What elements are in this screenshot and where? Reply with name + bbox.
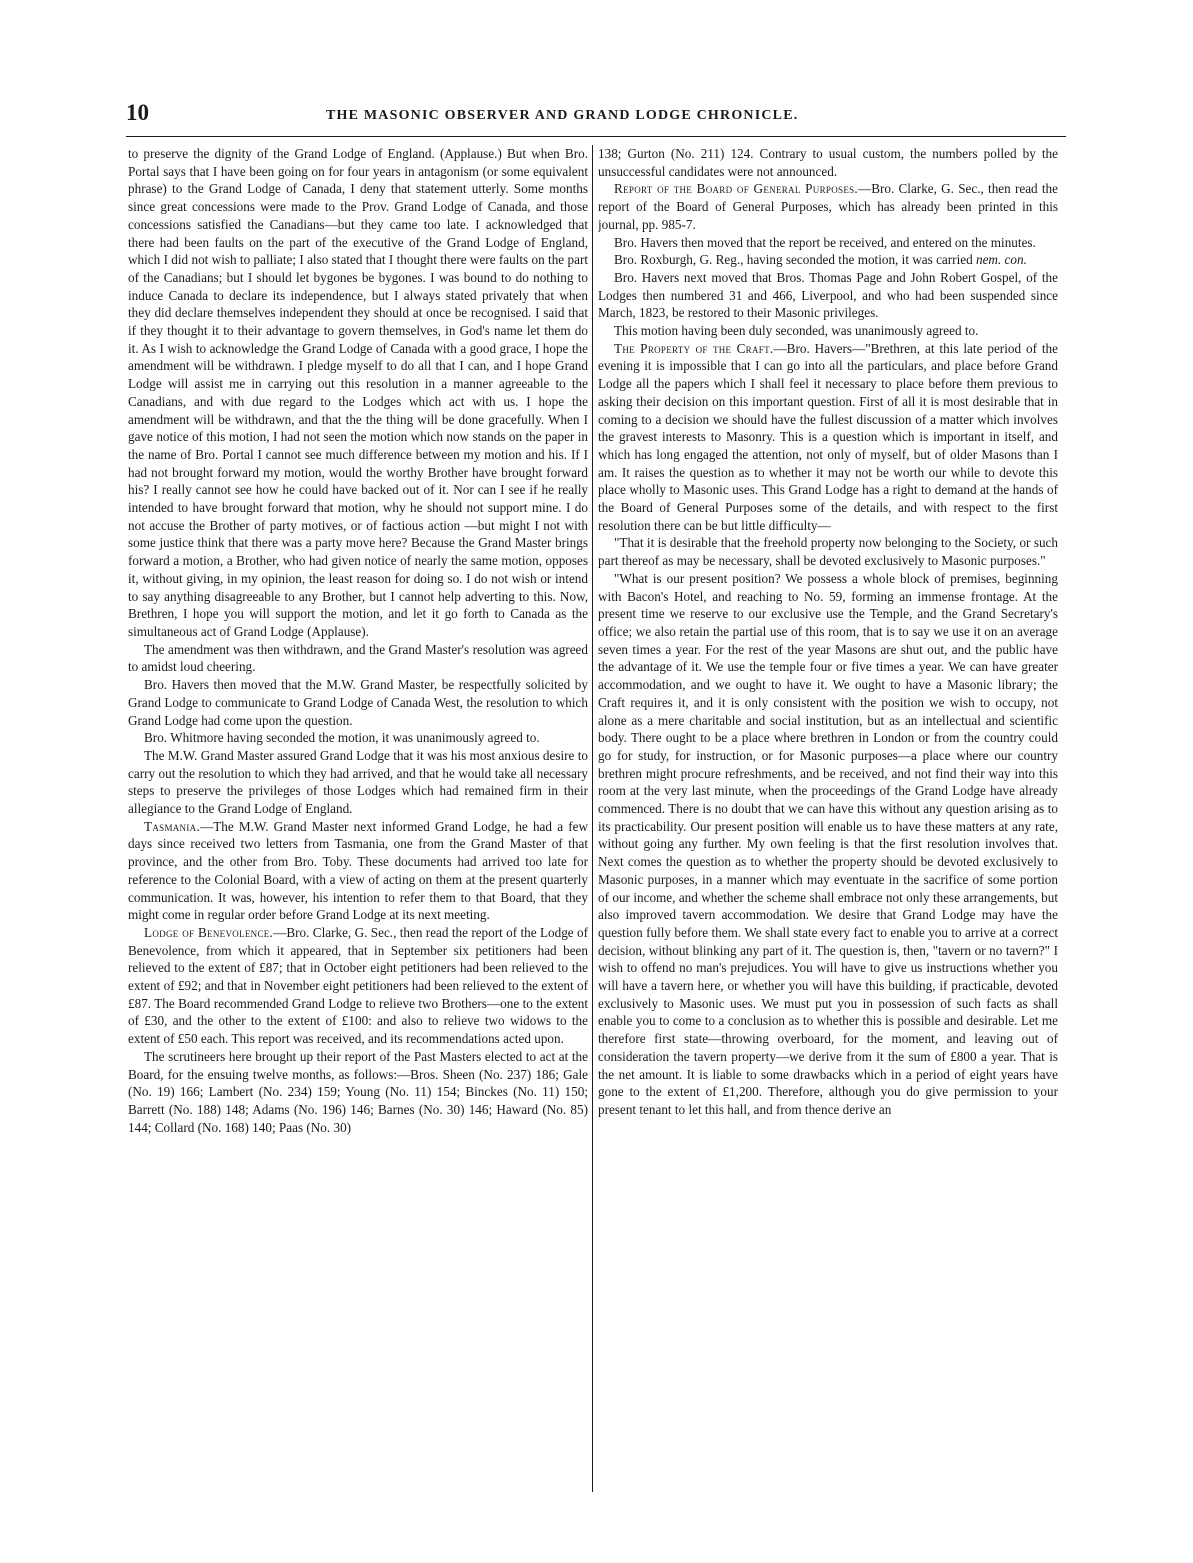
paragraph: to preserve the dignity of the Grand Lodge of England. (Applause.) But when Bro. Portal says that I have been going on for four years in antagonism (or some equivalent phrase) to the Grand Lodge of Canada, I deny that statement utterly. Some months since great concessions were made to the Prov. Grand Lodge of Canada, and those concessions satisfied the Canadians—but they came too late. I acknowledged that there had been faults on the part of the executive of the Grand Lodge of England, which I did not wish to palliate; I also stated that I thought there were faults on the part of the Canadians; but I should let bygones be bygones. I was bound to do nothing to induce Canada to declare its independence, but I always stated privately that when they did declare themselves independent they should at once be recognised. I said that if they thought it to their advantage to govern themselves, in God's name let them do it. As I wish to acknowledge the Grand Lodge of Canada with a good grace, I hope the amendment will be withdrawn. I pledge myself to do all that I can, and I hope Grand Lodge will assist me in carrying out this resolution in a manner agreeable to the Canadians, and with due regard to the Lodges which act with us. I hope the amendment will be withdrawn, and that the the thing will be done gracefully. When I gave notice of this motion, I had not seen the motion which now stands on the paper in the name of Bro. Portal I cannot see much difference between my motion and his. If I had not brought forward my motion, would the worthy Brother have brought forward his? I really cannot see how he could have backed out of it. Nor can I see if he really intended to have brought forward that motion, why he should not support mine. I do not accuse the Brother of party motives, or of factious action —but might I not with some justice think that there was a party move here? Because the Grand Master brings forward a motion, a Brother, who had given notice of nearly the same motion, opposes it, without giving, in my opinion, the least reason for doing so. I do not wish or intend to say anything disagreeable to any Brother, but I cannot help adverting to this. Now, Brethren, I hope you will support the motion, and let it go forth to Canada as the simultaneous act of Grand Lodge (Applause). [128, 146, 588, 639]
paragraph: This motion having been duly seconded, was unanimously agreed to. [614, 323, 979, 339]
paragraph: Bro. Havers next moved that Bros. Thomas Page and John Robert Gospel, of the Lodges then numbered 31 and 466, Liverpool, and who had been suspended since March, 1823, be restored to their Masonic privileges. [598, 269, 1058, 321]
left-column [128, 145, 588, 1495]
section-heading: Tasmania. [144, 818, 201, 834]
paragraph: "What is our present position? We possess a whole block of premises, beginning with Bacon's Hotel, and reaching to No. 59, forming an immense frontage. At the present time we reserve to our exclusive use the Temple, and the Grand Secretary's office; we also retain the partial use of this room, that is to say we use it on an average seven times a year. For the rest of the year Masons are shut out, and the public have the advantage of it. We use the temple four or five times a year. We can have greater accommodation, and we ought to have it. We ought to have a Masonic library; the Craft requires it, and it is only consistent with the position we wish to occupy, not alone as a mere charitable and social institution, but as an intellectual and scientific body. There ought to be a place where brethren in London or from the country could go for study, for instruction, or for Masonic purposes—a place where our country brethren might procure refreshments, and be received, and not find their way into this room at the very last minute, when the proceedings of the Grand Lodge have already commenced. There is no doubt that we can have this without any question arising as to its practicability. Our present position will enable us to have these matters at any rate, without going any further. My own feeling is that the first resolution involves that. Next comes the question as to whether the property should be devoted exclusively to Masonic purposes, in a manner which may eventuate in the sacrifice of some portion of our income, and whether the scheme shall embrace not only these arrangements, but also improved tavern accommodation. We desire that Grand Lodge may have the question fully before them. We shall state every fact to enable you to arrive at a correct decision, without blinking any part of it. The question is, then, "tavern or no tavern?" I wish to offend no man's prejudices. You will have to give us instructions whether you will have a tavern here, or whether you will have this building, if practicable, devoted exclusively to Masonic uses. We must put you in possession of such facts as shall enable you to come to a conclusion as to whether this is possible and desirable. Let me therefore first state—throwing overboard, for the moment, and leaving out of consideration the tavern property—we derive from it the sum of £800 a year. That is the net amount. It is liable to some drawbacks which in a period of eight years have gone to the extent of £1,200. Therefore, although you do give permission to your present tenant to let this hall, and from thence derive an [598, 570, 1058, 1117]
paragraph: Bro. Havers then moved that the M.W. Grand Master, be respectfully solicited by Grand Lodge to communicate to Grand Lodge of Canada West, the resolution to which Grand Lodge had come upon the question. [128, 677, 588, 728]
section-text: —The M.W. Grand Master next informed Grand Lodge, he had a few days since received two letters from Tasmania, one from the Grand Master of that province, and the other from Bro. Toby. These documents had arrived too late for reference to the Colonial Board, with a view of acting on them at the present quarterly communication. It was, however, his intention to refer them to that Board, that they might come in regular order before Grand Lodge at its next meeting. [128, 818, 588, 923]
running-head: THE MASONIC OBSERVER AND GRAND LODGE CHRONICLE. [326, 108, 799, 123]
section-heading: Report of the Board of General Purposes. [614, 181, 859, 197]
section-tasmania [128, 818, 588, 924]
paragraph: The M.W. Grand Master assured Grand Lodge that it was his most anxious desire to carry out the resolution to which they had arrived, and that he would take all necessary steps to preserve the privileges of those Lodges which had remained firm in their allegiance to the Grand Lodge of England. [128, 747, 588, 817]
paragraph-resolution-quote: "That it is desirable that the freehold property now belonging to the Society, or such part thereof as may be necessary, shall be devoted exclusively to Masonic purposes." [598, 535, 1058, 569]
page-header [126, 100, 1066, 134]
column-rule [592, 145, 593, 1492]
page-number: 10 [126, 100, 149, 125]
italic-text: nem. con. [975, 252, 1027, 268]
section-heading: Lodge of Benevolence. [144, 924, 274, 940]
paragraph: Bro. Havers then moved that the report be received, and entered on the minutes. [614, 234, 1036, 250]
section-property-of-the-craft [598, 340, 1058, 535]
paragraph: 138; Gurton (No. 211) 124. Contrary to usual custom, the numbers polled by the unsuccessful candidates were not announced. [598, 146, 1058, 179]
paragraph-text: Bro. Roxburgh, G. Reg., having seconded the motion, it was carried [614, 252, 976, 268]
section-heading: The Property of the Craft. [614, 340, 774, 356]
section-general-purposes [598, 180, 1058, 233]
header-rule [126, 136, 1066, 137]
section-text: —Bro. Clarke, G. Sec., then read the report of the Lodge of Benevolence, from which it appeared, that in September six petitioners had been relieved to the extent of £87; that in October eight petitioners had been relieved to the extent of £92; and that in November eight petitioners had been relieved to the extent of £87. The Board recommended Grand Lodge to relieve two Brothers—one to the extent of £30, and the other to the extent of £100: and also to relieve two widows to the extent of £50 each. This report was received, and its recommendations acted upon. [128, 924, 588, 1047]
paragraph: Bro. Whitmore having seconded the motion, it was unanimously agreed to. [144, 730, 540, 746]
paragraph-roxburgh [598, 251, 1058, 269]
section-text: —Bro. Havers—"Brethren, at this late period of the evening it is impossible that I can go into all the particulars, and place before Grand Lodge all the papers which I shall feel it necessary to place before them previous to asking their decision on this important question. First of all it is most desirable that in coming to a decision we should have the fullest discussion of a matter which involves the gravest interests to Masonry. This is a question which is important in itself, and which has long engaged the attention, not only of myself, but of older Masons than I am. It raises the question as to whether it may not be worth our while to devote this place wholly to Masonic uses. This Grand Lodge has a right to demand at the hands of the Board of General Purposes some of the details, and with respect to the first resolution there can be but little difficulty— [598, 340, 1058, 533]
paragraph: The amendment was then withdrawn, and the Grand Master's resolution was agreed to amidst loud cheering. [128, 641, 588, 675]
section-lodge-of-benevolence [128, 924, 588, 1048]
section-text: —Bro. Clarke, G. Sec., then read the report of the Board of General Purposes, which has already been printed in this journal, pp. 985-7. [598, 181, 1058, 232]
right-column [598, 145, 1058, 1495]
paragraph-scrutineers: The scrutineers here brought up their report of the Past Masters elected to act at the Board, for the ensuing twelve months, as follows:—Bros. Sheen (No. 237) 186; Gale (No. 19) 166; Lambert (No. 234) 159; Young (No. 11) 154; Binckes (No. 11) 150; Barrett (No. 188) 148; Adams (No. 196) 146; Barnes (No. 30) 146; Haward (No. 85) 144; Collard (No. 168) 140; Paas (No. 30) [128, 1048, 588, 1135]
